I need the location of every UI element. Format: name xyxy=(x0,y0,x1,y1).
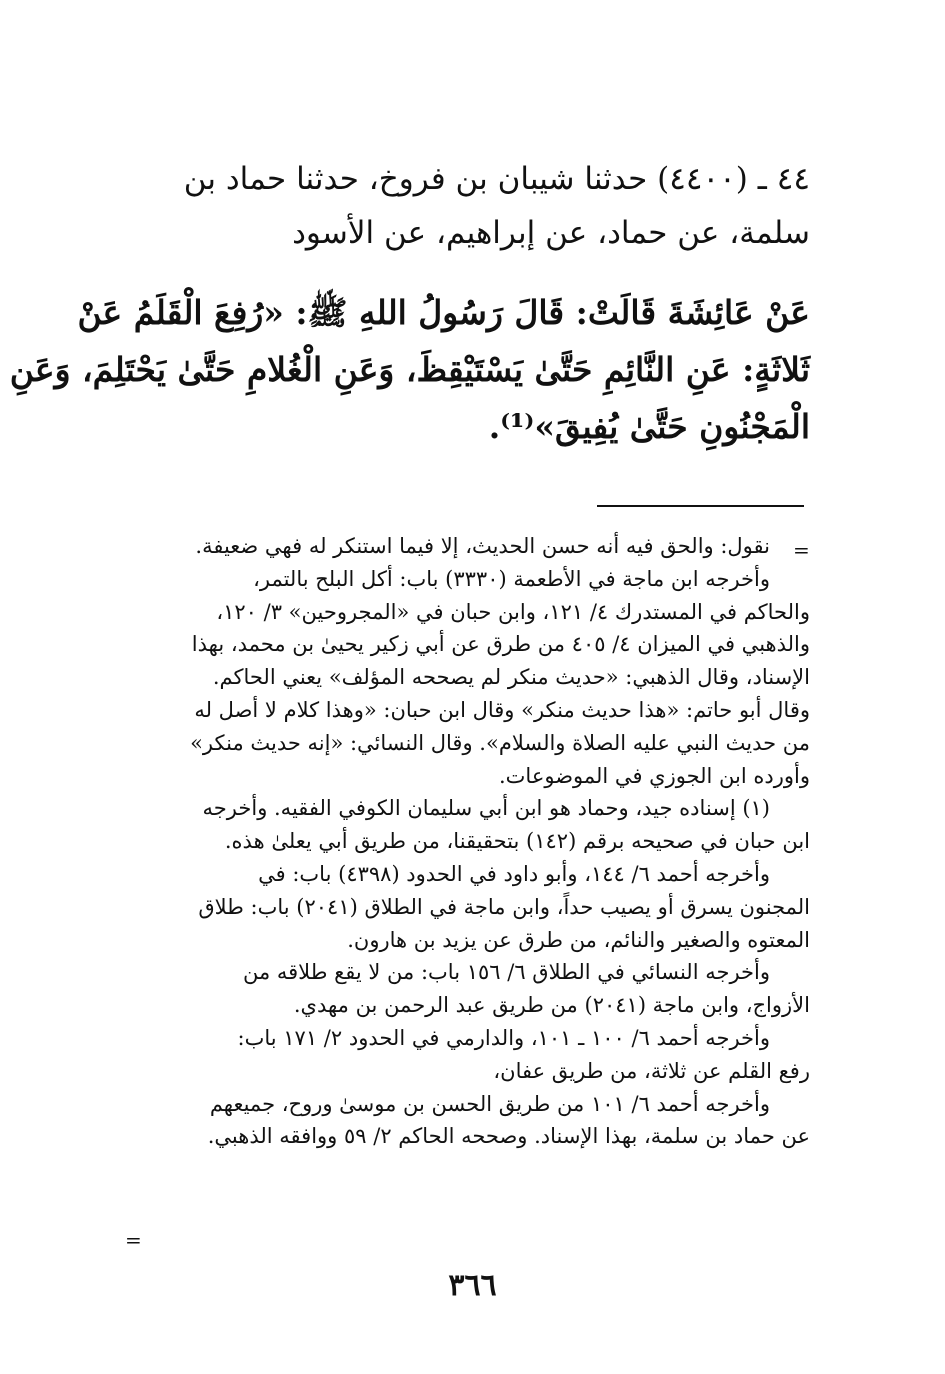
footnote-line: وأخرجه النسائي في الطلاق ٦/ ١٥٦ باب: من لا يقع طلاقه من xyxy=(242,960,770,985)
footnote-line: وأخرجه أحمد ٦/ ١٠٠ ـ ١٠١، والدارمي في الحدود ٢/ ١٧١ باب: xyxy=(237,1025,770,1050)
hadith-matn xyxy=(9,284,810,455)
footnote-line: وأخرجه ابن ماجة في الأطعمة (٣٣٣٠) باب: أكل البلح بالتمر، xyxy=(253,566,770,591)
footnote-line: الأزواج، وابن ماجة (٢٠٤١) من طريق عبد الرحمن بن مهدي. xyxy=(293,993,810,1018)
footnote-line: رفع القلم عن ثلاثة، من طريق عفان، xyxy=(493,1058,810,1083)
footnote-line: وأخرجه أحمد ٦/ ١٠١ من طريق الحسن بن موسىٰ وروح، جميعهم xyxy=(209,1091,770,1116)
footnote-line: المجنون يسرق أو يصيب حداً، وابن ماجة في الطلاق (٢٠٤١) باب: طلاق xyxy=(198,894,810,919)
footnote-line: والحاكم في المستدرك ٤/ ١٢١، وابن حبان في «المجروحين» ٣/ ١٢٠، xyxy=(216,599,810,624)
hadith-isnad xyxy=(110,152,810,260)
hadith-line: الْمَجْنُونِ حَتَّىٰ يُفِيقَ»⁽¹⁾. xyxy=(488,407,810,446)
page-number: ٣٦٦ xyxy=(448,1268,497,1303)
footnote-line: وقال أبو حاتم: «هذا حديث منكر» وقال ابن حبان: «وهذا كلام لا أصل له xyxy=(194,697,810,722)
isnad-line: سلمة، عن حماد، عن إبراهيم، عن الأسود xyxy=(292,215,810,251)
footnote-line: والذهبي في الميزان ٤/ ٤٠٥ من طرق عن أبي زكير يحيىٰ بن محمد، بهذا xyxy=(191,632,810,657)
continuation-mark-top: = xyxy=(793,538,810,562)
footnote-line: وأورده ابن الجوزي في الموضوعات. xyxy=(498,763,810,788)
footnote-line: وأخرجه أحمد ٦/ ١٤٤، وأبو داود في الحدود (٤٣٩٨) باب: في xyxy=(258,861,770,886)
footnote-line: نقول: والحق فيه أنه حسن الحديث، إلا فيما استنكر له فهي ضعيفة. xyxy=(195,534,770,558)
footnote-line: (١) إسناده جيد، وحماد هو ابن أبي سليمان الكوفي الفقيه. وأخرجه xyxy=(202,796,770,821)
footnote-line: الإسناد، وقال الذهبي: «حديث منكر لم يصححه المؤلف» يعني الحاكم. xyxy=(212,665,810,690)
footnote-line: من حديث النبي عليه الصلاة والسلام». وقال النسائي: «إنه حديث منكر» xyxy=(190,730,810,755)
hadith-line: عَنْ عَائِشَةَ قَالَتْ: قَالَ رَسُولُ اللهِ ﷺ: «رُفِعَ الْقَلَمُ عَنْ xyxy=(77,293,810,332)
footnotes xyxy=(110,530,810,1153)
hadith-line: ثَلاثَةٍ: عَنِ النَّائِمِ حَتَّىٰ يَسْتَيْقِظَ، وَعَنِ الْغُلامِ حَتَّىٰ يَحْتَلِمَ، وَعَنِ xyxy=(9,350,810,389)
isnad-line: ٤٤ ـ (٤٤٠٠) حدثنا شيبان بن فروخ، حدثنا حماد بن xyxy=(183,161,810,197)
footnote-line: ابن حبان في صحيحه برقم (١٤٢) بتحقيقنا، من طريق أبي يعلىٰ هذه. xyxy=(224,829,810,854)
continuation-mark-bottom: = xyxy=(125,1228,142,1252)
footnote-separator xyxy=(597,505,804,507)
footnote-line: عن حماد بن سلمة، بهذا الإسناد. وصححه الحاكم ٢/ ٥٩ ووافقه الذهبي. xyxy=(207,1124,810,1149)
footnote-line: المعتوه والصغير والنائم، من طرق عن يزيد بن هارون. xyxy=(347,927,810,952)
